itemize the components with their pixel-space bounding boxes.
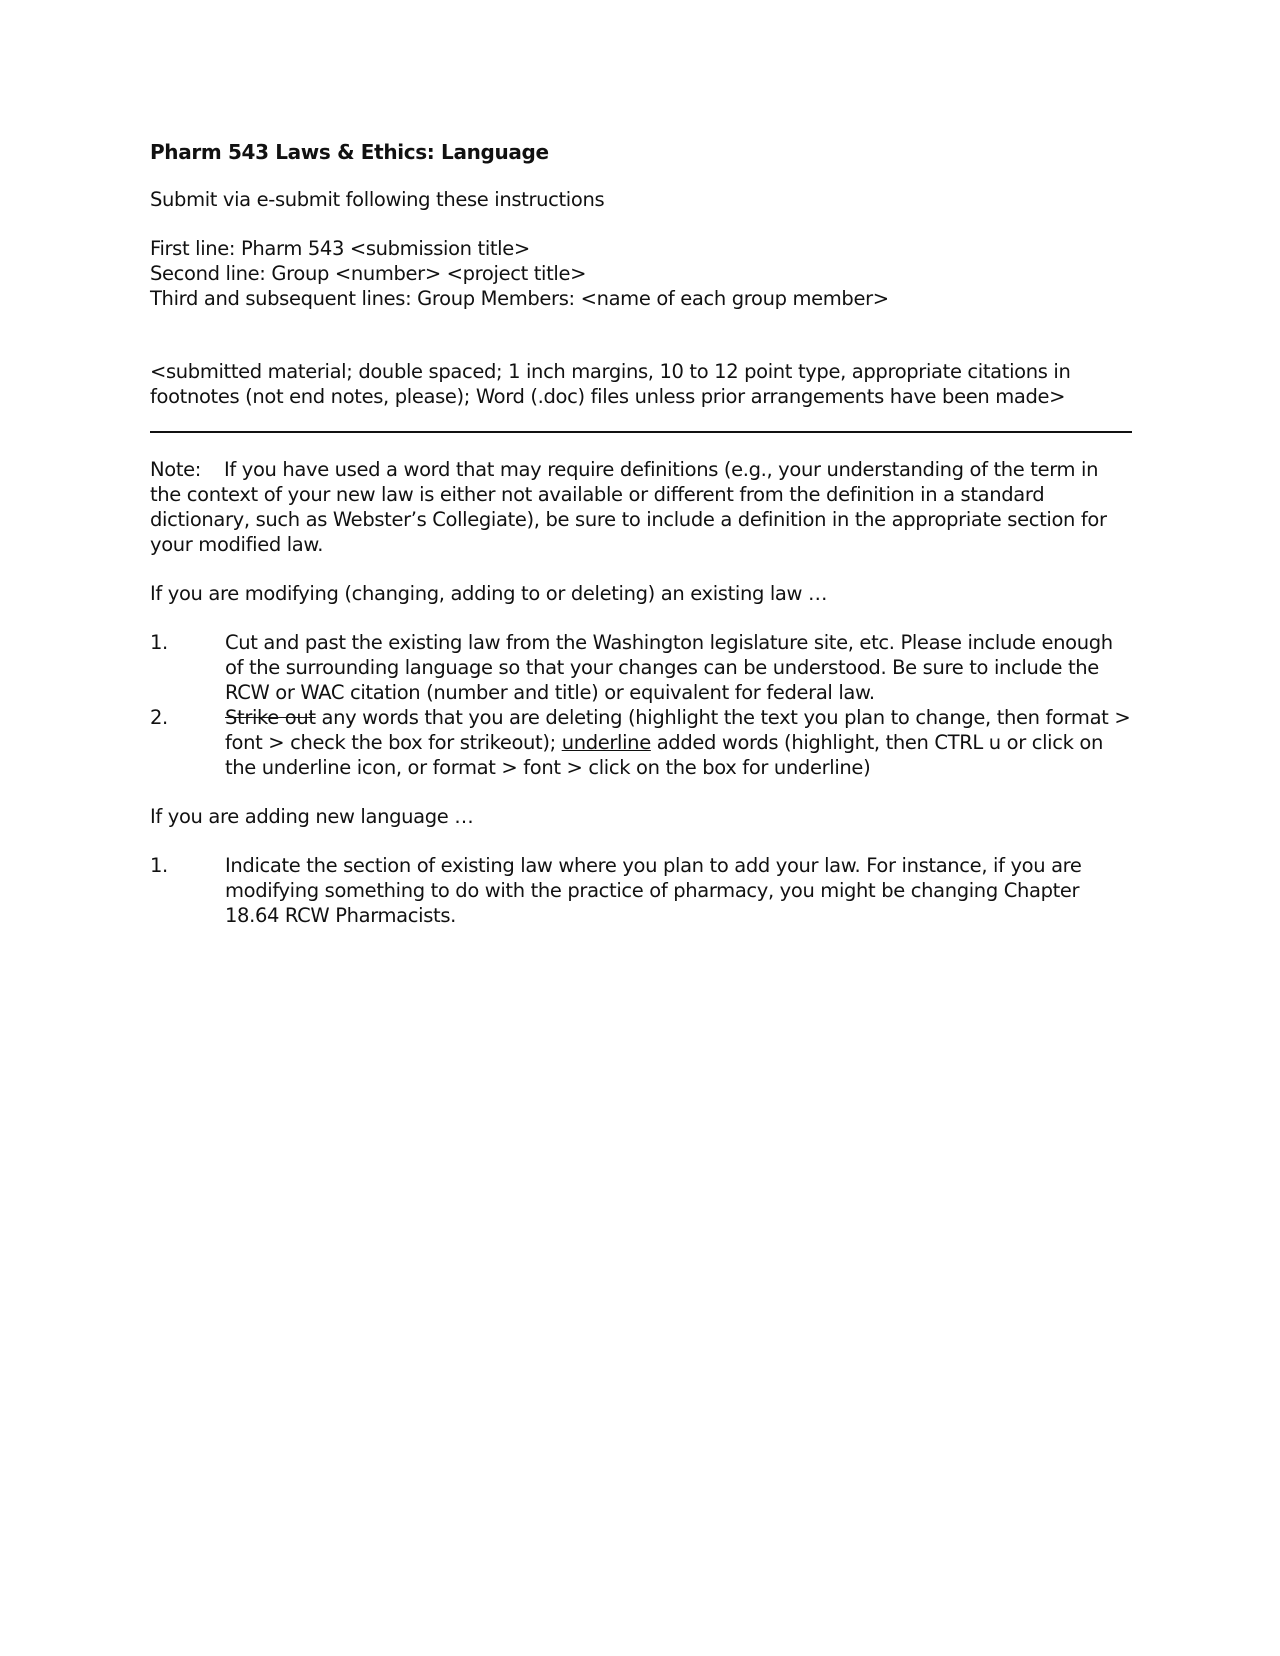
list-item-text: Cut and past the existing law from the Washington legislature site, etc. Please include enough of the surrounding language so that your changes can be understood. Be sure to include the RCW or WAC citation (number and title) or equivalent for federal law.	[225, 631, 1113, 704]
header-lines-block	[150, 236, 1132, 311]
underline-example: underline	[561, 731, 651, 754]
divider-rule	[150, 431, 1132, 433]
intro-text: Submit via e-submit following these instructions	[150, 188, 605, 211]
list-item-text: any words that you are deleting (highlight the text you plan to change, then format > font > check the box for strikeout);	[225, 706, 1131, 754]
spacer	[150, 335, 1132, 359]
list-item	[150, 630, 1132, 705]
list-number: 1.	[150, 854, 168, 877]
add-heading: If you are adding new language …	[150, 805, 474, 828]
definition-note	[150, 457, 1132, 557]
modify-list	[150, 630, 1132, 780]
add-list	[150, 853, 1132, 928]
list-item-text: Indicate the section of existing law where you plan to add your law. For instance, if you are modifying something to do with the practice of pharmacy, you might be changing Chapter 18.64 RCW Pharmacists.	[225, 854, 1082, 927]
header-line-first: First line: Pharm 543 <submission title>	[150, 237, 530, 260]
document-page	[150, 140, 1132, 952]
header-line-third: Third and subsequent lines: Group Members: <name of each group member>	[150, 287, 889, 310]
list-item	[150, 853, 1132, 928]
modify-heading: If you are modifying (changing, adding to or deleting) an existing law …	[150, 582, 828, 605]
note-label: Note:	[150, 458, 201, 481]
document-title: Pharm 543 Laws & Ethics: Language	[150, 140, 549, 164]
note-text: If you have used a word that may require definitions (e.g., your understanding of the term in the context of your new law is either not available or different from the definition in a standard dictionary, such as Webster’s Collegiate), be sure to include a definition in the appropriate section for your modified law.	[150, 458, 1107, 556]
list-item	[150, 705, 1132, 780]
list-number: 1.	[150, 631, 168, 654]
format-note: <submitted material; double spaced; 1 inch margins, 10 to 12 point type, appropriate citations in footnotes (not end notes, please); Word (.doc) files unless prior arrangements have been made>	[150, 360, 1071, 408]
list-item-text: added words (highlight, then CTRL u or click on the underline icon, or format > font > click on the box for underline)	[225, 731, 1104, 779]
strikeout-example: Strike out	[225, 706, 316, 729]
header-line-second: Second line: Group <number> <project title>	[150, 262, 587, 285]
list-number: 2.	[150, 706, 168, 729]
